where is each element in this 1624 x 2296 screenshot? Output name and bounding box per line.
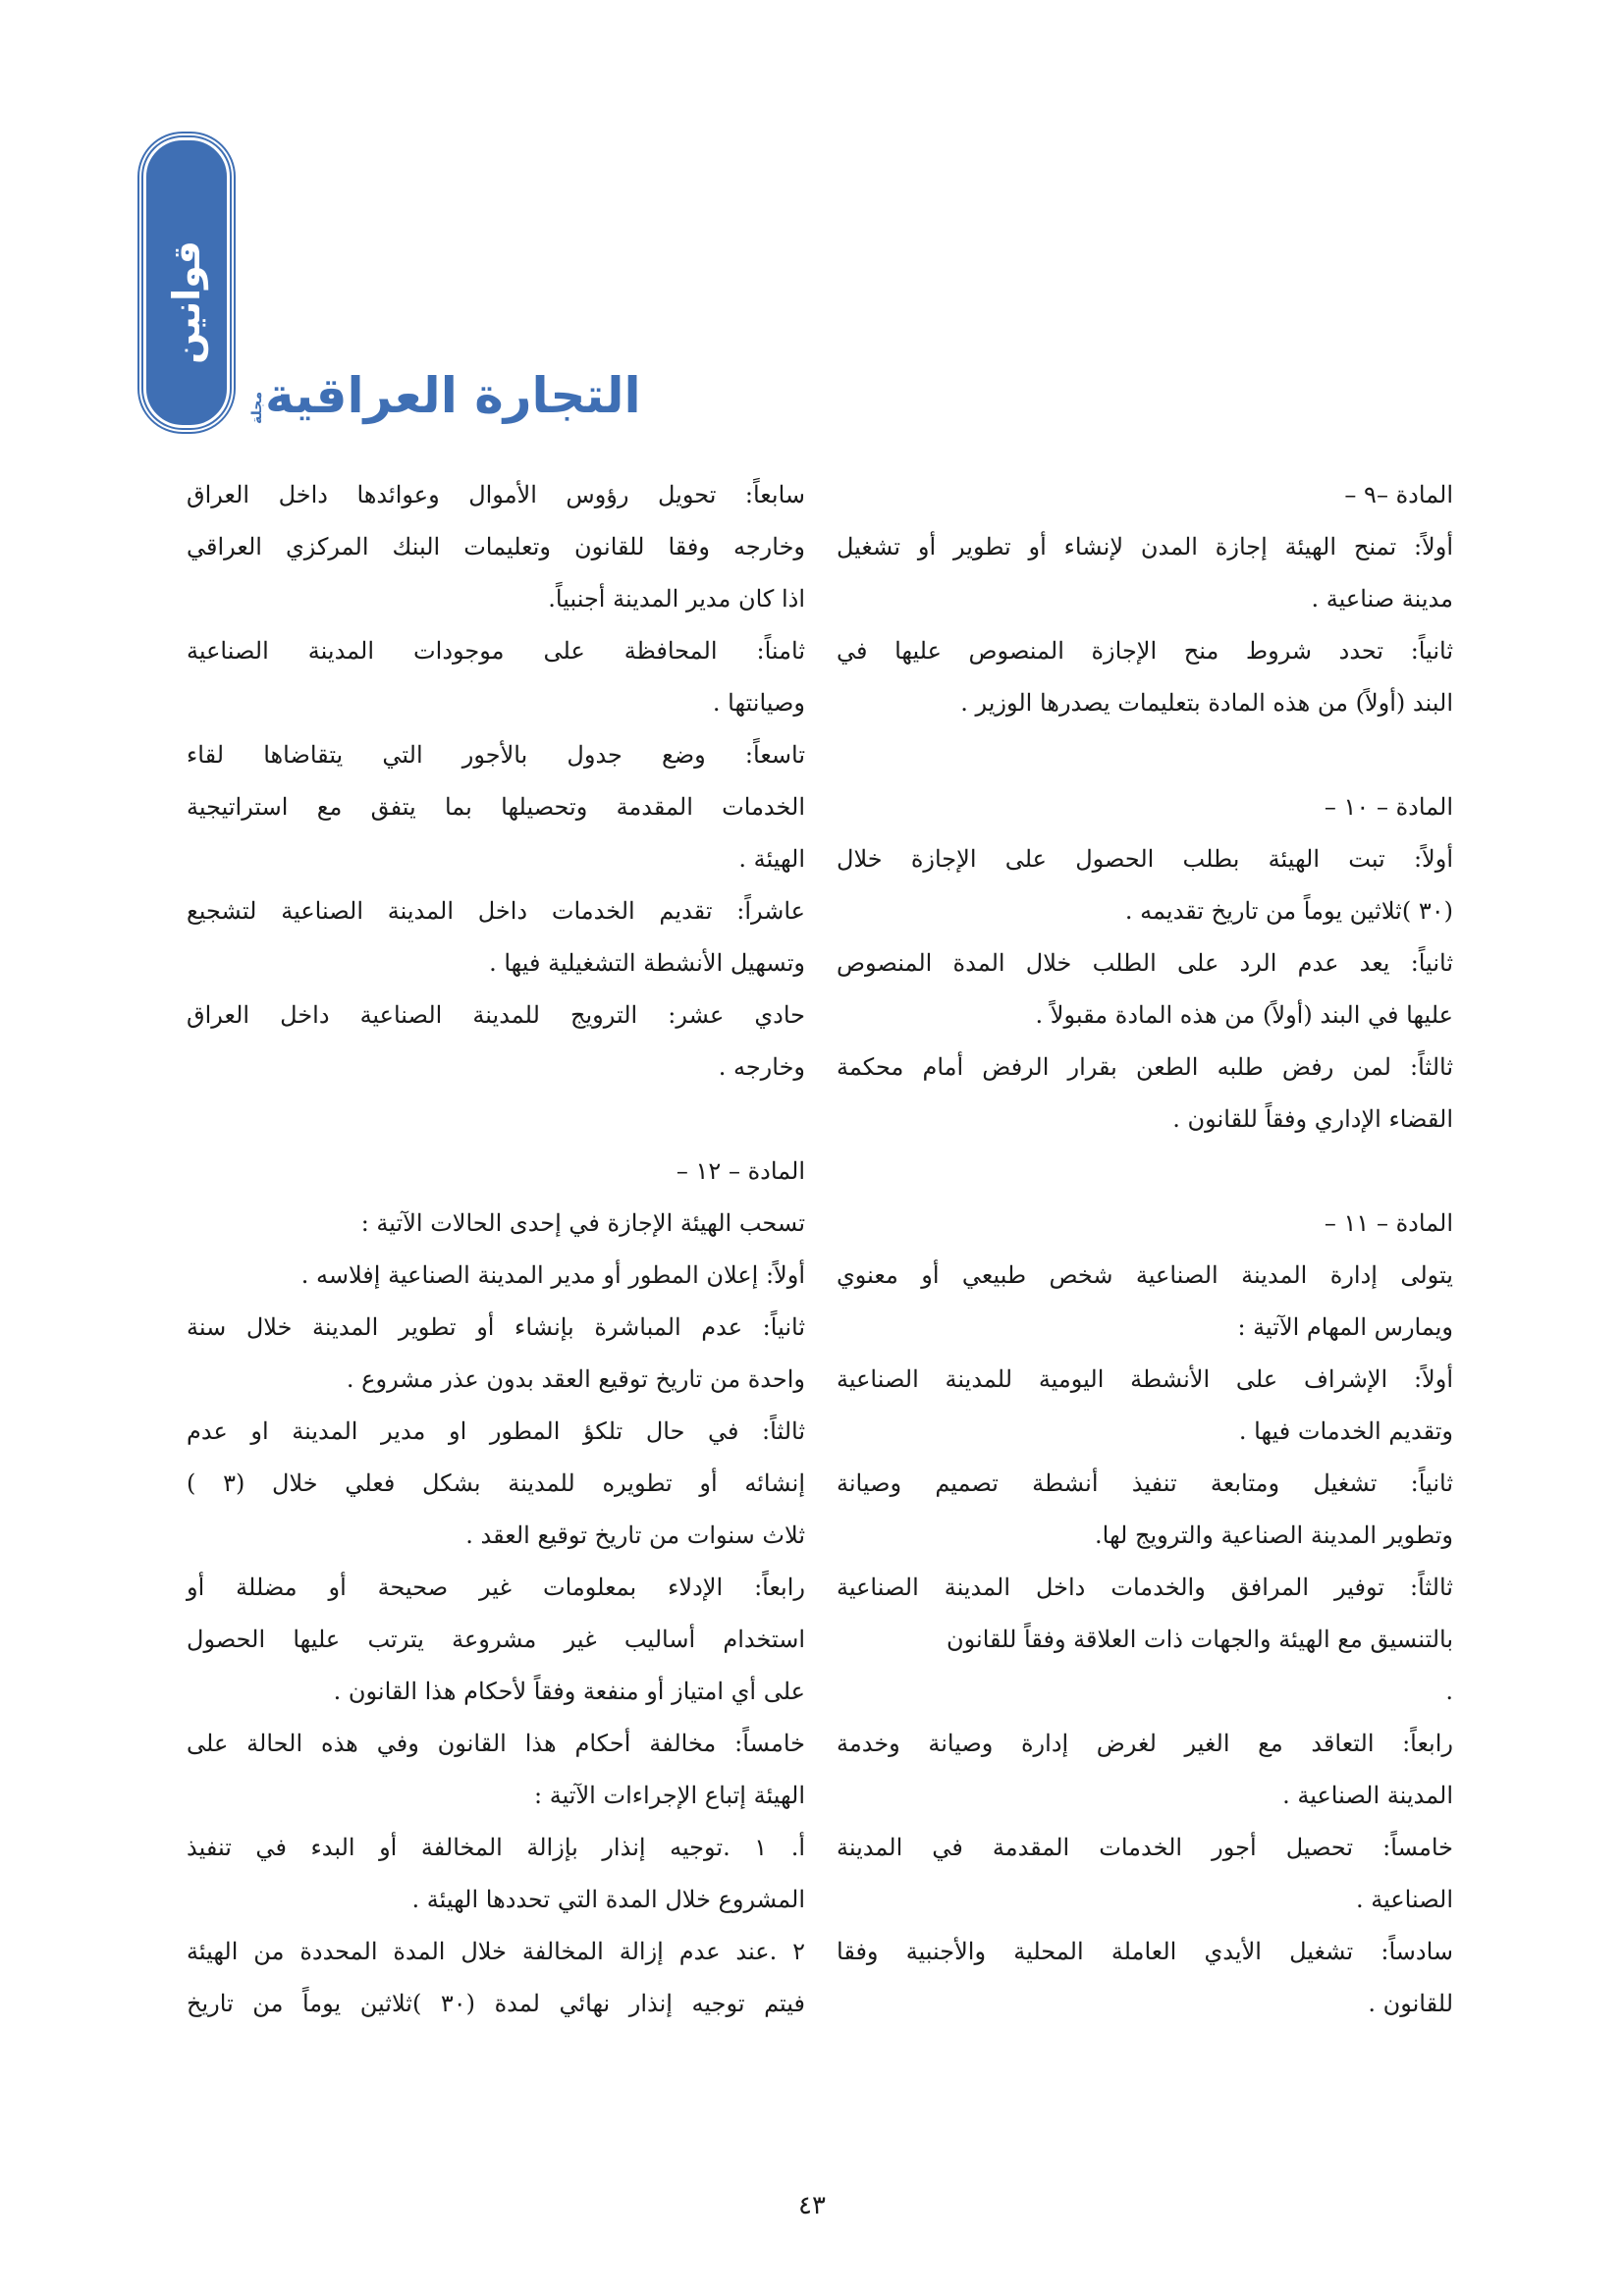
text-line: الهيئة . [738, 845, 805, 873]
text-line: أولاً: تبت الهيئة بطلب الحصول على الإجازة خلال [837, 845, 1453, 873]
article-heading: المادة – ١١ – [1324, 1209, 1453, 1237]
text-line: للقانون . [1368, 1990, 1453, 2017]
text-line: ثالثاً: في حال تلكؤ المطور او مدير المدينة او عدم [187, 1417, 805, 1445]
text-line: على أي امتياز أو منفعة وفقاً لأحكام هذا القانون . [333, 1678, 805, 1705]
text-line: رابعاً: الإدلاء بمعلومات غير صحيحة أو مضللة أو [187, 1574, 805, 1601]
text-line: بالتنسيق مع الهيئة والجهات ذات العلاقة وفقاً للقانون [946, 1626, 1453, 1653]
text-line: فيتم توجيه إنذار نهائي لمدة (٣٠ )ثلاثين يوماً من تاريخ [187, 1990, 806, 2017]
text-line: الهيئة إتباع الإجراءات الآتية : [533, 1782, 805, 1809]
paragraph-spacer [837, 1146, 1453, 1198]
paragraph-spacer [837, 729, 1453, 781]
text-line: ثامناً: المحافظة على موجودات المدينة الصناعية [187, 637, 805, 665]
text-line: أولاً: إعلان المطور أو مدير المدينة الصناعية إفلاسه . [300, 1261, 805, 1289]
page-number: ٤٣ [798, 2191, 826, 2220]
text-line: واحدة من تاريخ توقيع العقد بدون عذر مشروع . [346, 1365, 805, 1393]
magazine-prefix: مجلة [249, 392, 265, 424]
text-line: وتطوير المدينة الصناعية والترويج لها. [1095, 1522, 1453, 1549]
text-line: وتقديم الخدمات فيها . [1238, 1417, 1453, 1445]
text-line: ٢ .عند عدم إزالة المخالفة خلال المدة المحددة من الهيئة [187, 1938, 805, 1965]
text-line: القضاء الإداري وفقاً للقانون . [1172, 1105, 1453, 1133]
text-line: ثانياً: يعد عدم الرد على الطلب خلال المدة المنصوص [837, 949, 1453, 977]
text-line: ثلاث سنوات من تاريخ توقيع العقد . [465, 1522, 805, 1549]
section-tab-label: قوانين [165, 240, 208, 364]
text-line: أولاً: الإشراف على الأنشطة اليومية للمدينة الصناعية [837, 1365, 1453, 1393]
text-line: عاشراً: تقديم الخدمات داخل المدينة الصناعية لتشجيع [187, 897, 805, 925]
magazine-name: التجارة العراقية [265, 367, 641, 424]
text-line: البند (أولاً) من هذه المادة بتعليمات يصدرها الوزير . [960, 689, 1453, 717]
text-line: سادساً: تشغيل الأيدي العاملة المحلية والأجنبية وفقا [837, 1938, 1453, 1965]
text-line: وخارجه وفقا للقانون وتعليمات البنك المركزي العراقي [187, 533, 805, 561]
text-line: الخدمات المقدمة وتحصيلها بما يتفق مع استراتيجية [187, 793, 805, 821]
text-line: أولاً: تمنح الهيئة إجازة المدن لإنشاء أو تطوير أو تشغيل [837, 533, 1453, 561]
text-line: الصناعية . [1355, 1886, 1453, 1913]
text-line: ثانياً: عدم المباشرة بإنشاء أو تطوير المدينة خلال سنة [187, 1313, 805, 1341]
article-heading: المادة – ١٢ – [676, 1157, 805, 1185]
text-line: خامساً: تحصيل أجور الخدمات المقدمة في المدينة [837, 1834, 1453, 1861]
text-line: ثالثاً: توفير المرافق والخدمات داخل المدينة الصناعية [837, 1574, 1453, 1601]
text-line: المشروع خلال المدة التي تحددها الهيئة . [411, 1886, 805, 1913]
text-line: أ. ١ .توجيه إنذار بإزالة المخالفة أو البدء في تنفيذ [187, 1834, 805, 1861]
text-line: ثالثاً: لمن رفض طلبه الطعن بقرار الرفض أمام محكمة [837, 1053, 1453, 1081]
paragraph-spacer [187, 1094, 805, 1146]
article-heading: المادة –٩ – [1344, 481, 1453, 508]
text-line: وصيانتها . [712, 689, 805, 717]
text-line: وتسهيل الأنشطة التشغيلية فيها . [489, 949, 805, 977]
left-column [187, 469, 805, 2030]
text-line: تسحب الهيئة الإجازة في إحدى الحالات الآتية : [360, 1209, 805, 1237]
section-tab [143, 137, 230, 428]
text-line: ثانياً: تحدد شروط منح الإجازة المنصوص عليها في [837, 637, 1453, 665]
text-line: اذا كان مدير المدينة أجنبياً. [548, 585, 805, 613]
text-line: المدينة الصناعية . [1282, 1782, 1453, 1809]
text-line: حادي عشر: الترويج للمدينة الصناعية داخل العراق [187, 1001, 805, 1029]
text-line: تاسعاً: وضع جدول بالأجور التي يتقاضاها لقاء [187, 741, 805, 769]
text-line: عليها في البند (أولاً) من هذه المادة مقبولاً . [1035, 1001, 1453, 1029]
text-line: استخدام أساليب غير مشروعة يترتب عليها الحصول [187, 1626, 805, 1653]
text-line: إنشائه أو تطويره للمدينة بشكل فعلي خلال (٣ ) [187, 1469, 805, 1497]
text-line: سابعاً: تحويل رؤوس الأموال وعوائدها داخل العراق [187, 481, 805, 508]
text-line: (٣٠ )ثلاثين يوماً من تاريخ تقديمه . [1124, 897, 1453, 925]
text-line: ويمارس المهام الآتية : [1237, 1313, 1453, 1341]
text-line: وخارجه . [718, 1053, 805, 1081]
magazine-logo [244, 346, 641, 424]
text-line: يتولى إدارة المدينة الصناعية شخص طبيعي أو معنوي [837, 1261, 1453, 1289]
article-heading: المادة – ١٠ – [1324, 793, 1453, 821]
text-line: خامساً: مخالفة أحكام هذا القانون وفي هذه الحالة على [187, 1730, 805, 1757]
right-column [837, 469, 1453, 2030]
text-line: . [1445, 1678, 1453, 1705]
text-line: رابعاً: التعاقد مع الغير لغرض إدارة وصيانة وخدمة [837, 1730, 1453, 1757]
text-line: مدينة صناعية . [1311, 585, 1453, 613]
text-line: ثانياً: تشغيل ومتابعة تنفيذ أنشطة تصميم وصيانة [837, 1469, 1453, 1497]
